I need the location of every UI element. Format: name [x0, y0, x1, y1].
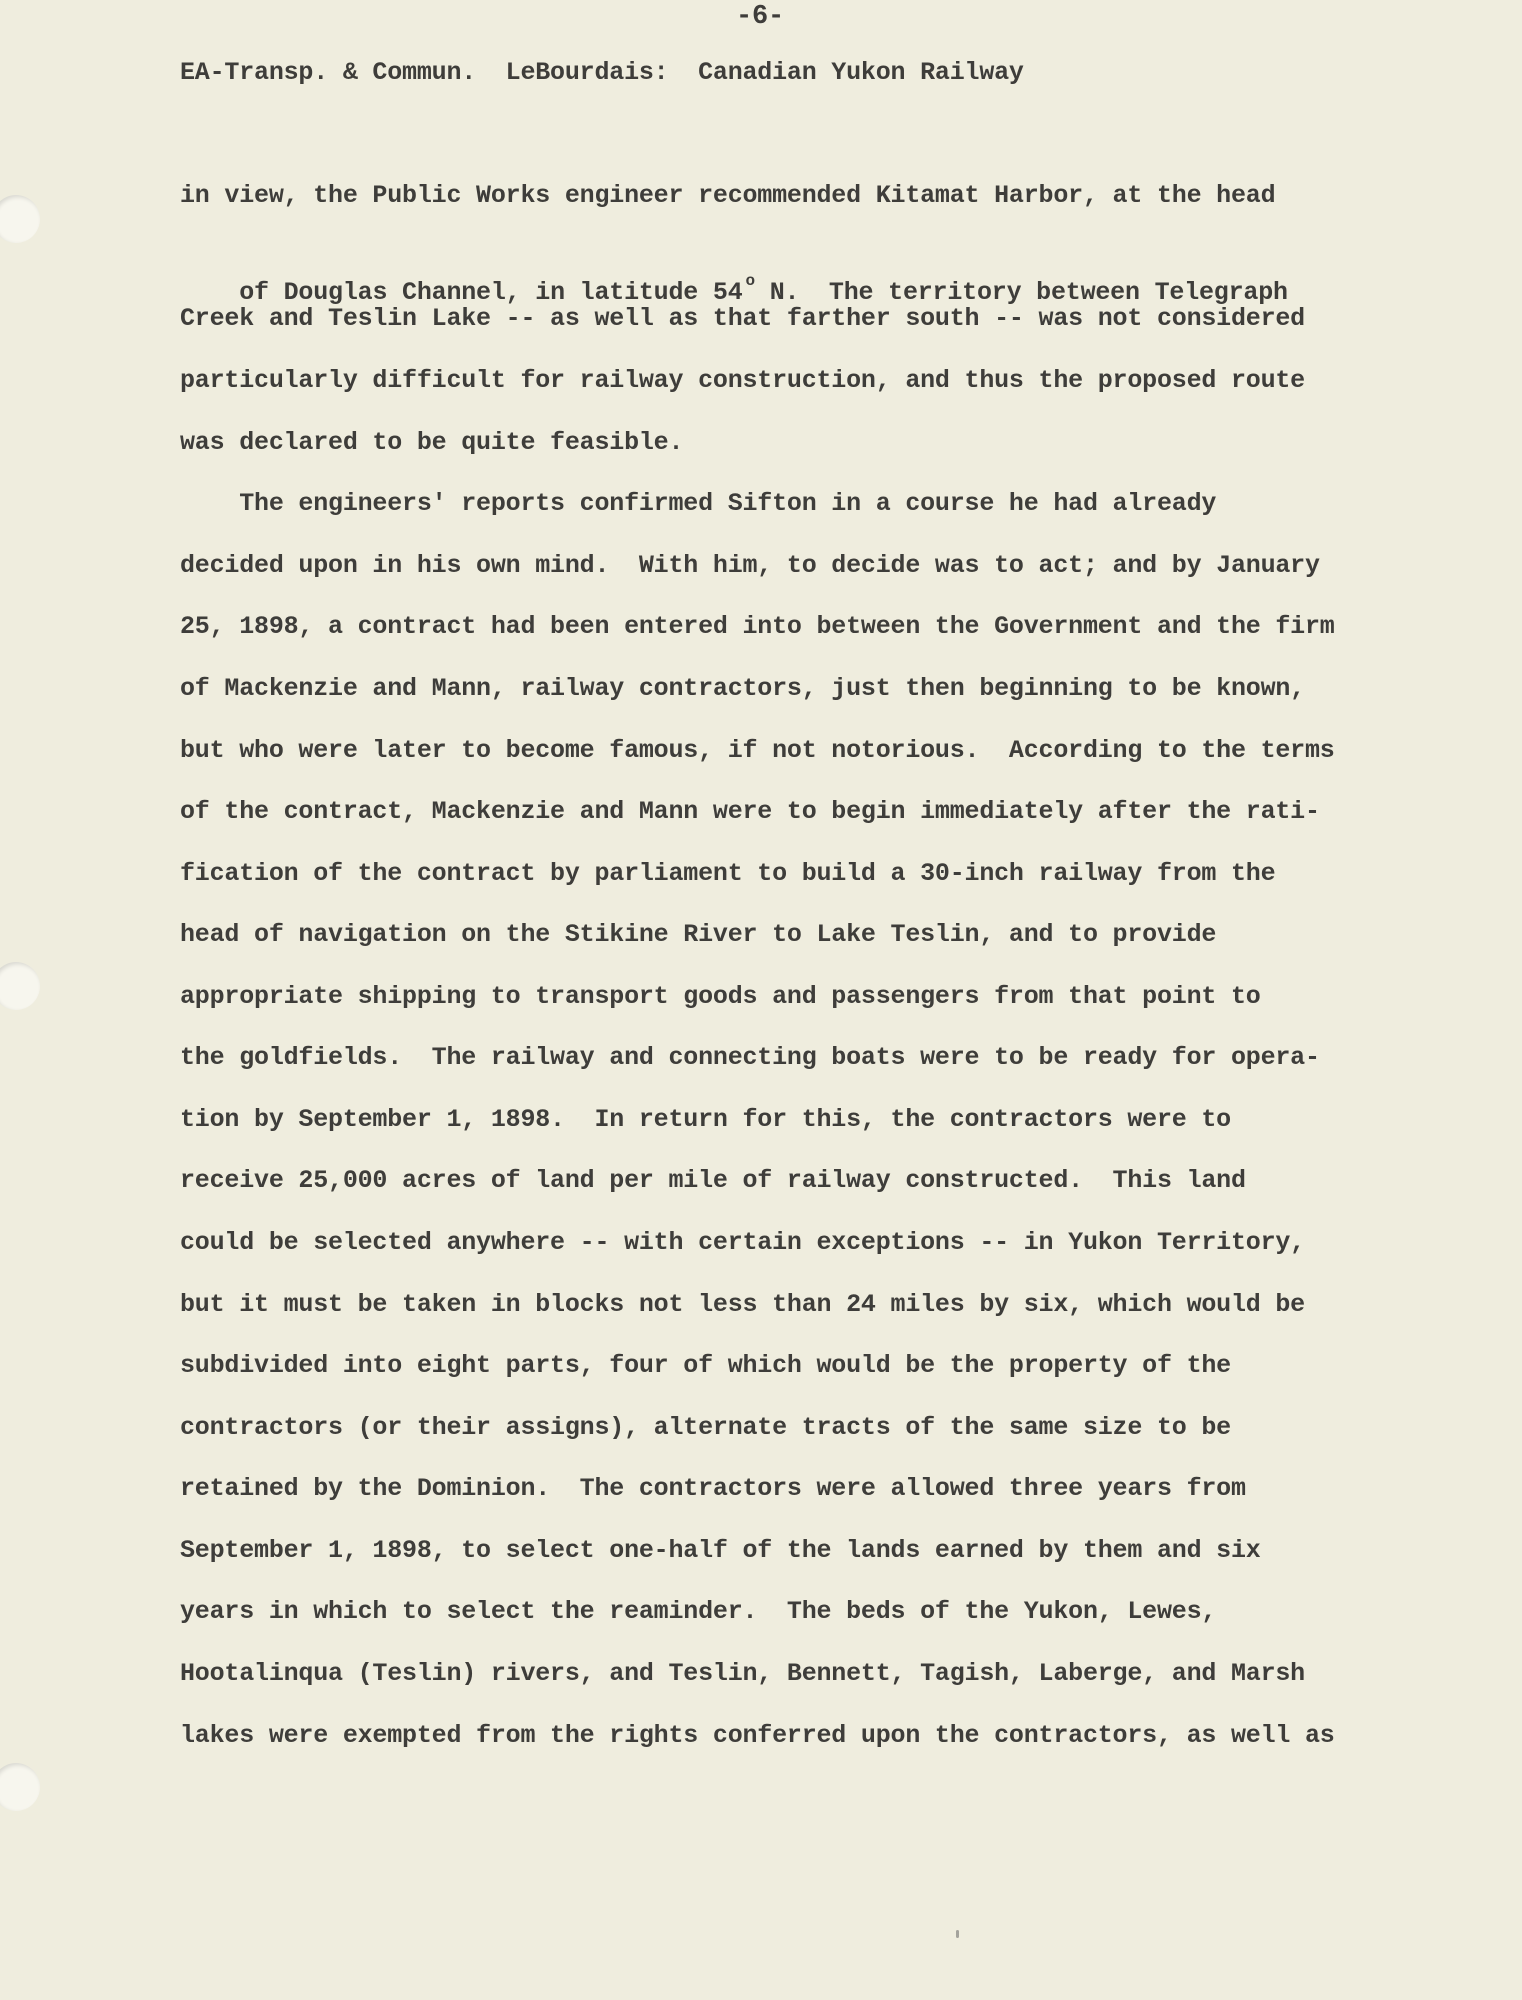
- body-line-4: particularly difficult for railway construction, and thus the proposed route: [180, 366, 1305, 395]
- body-line-15: the goldfields. The railway and connecting boats were to be ready for opera-: [180, 1043, 1320, 1072]
- page-number: -6-: [736, 2, 785, 32]
- body-line-6: The engineers' reports confirmed Sifton in a course he had already: [180, 489, 1217, 518]
- body-line-20: subdivided into eight parts, four of which would be the property of the: [180, 1351, 1231, 1380]
- body-line-25: Hootalinqua (Teslin) rivers, and Teslin, Bennett, Tagish, Laberge, and Marsh: [180, 1659, 1305, 1688]
- body-line-2-start: of Douglas Channel, in latitude 54: [239, 278, 743, 307]
- body-line-16: tion by September 1, 1898. In return for this, the contractors were to: [180, 1105, 1231, 1134]
- body-line-7: decided upon in his own mind. With him, to decide was to act; and by January: [180, 551, 1320, 580]
- body-line-23: September 1, 1898, to select one-half of the lands earned by them and six: [180, 1536, 1261, 1565]
- body-line-18: could be selected anywhere -- with certain exceptions -- in Yukon Territory,: [180, 1228, 1305, 1257]
- body-line-2-end: N. The territory between Telegraph: [754, 278, 1288, 307]
- body-line-26: lakes were exempted from the rights conferred upon the contractors, as well as: [180, 1721, 1335, 1750]
- body-line-19: but it must be taken in blocks not less than 24 miles by six, which would be: [180, 1290, 1305, 1319]
- body-line-3: Creek and Teslin Lake -- as well as that farther south -- was not considered: [180, 304, 1305, 333]
- paper-mark: [956, 1930, 959, 1938]
- body-line-9: of Mackenzie and Mann, railway contractors, just then beginning to be known,: [180, 674, 1305, 703]
- body-line-8: 25, 1898, a contract had been entered into between the Government and the firm: [180, 612, 1335, 641]
- punch-hole-middle: [0, 962, 40, 1010]
- body-line-5: was declared to be quite feasible.: [180, 428, 684, 457]
- body-line-21: contractors (or their assigns), alternate tracts of the same size to be: [180, 1413, 1231, 1442]
- degree-superscript: o: [745, 272, 755, 290]
- body-line-1: in view, the Public Works engineer recommended Kitamat Harbor, at the head: [180, 181, 1276, 210]
- body-line-12: fication of the contract by parliament to build a 30-inch railway from the: [180, 859, 1276, 888]
- body-line-13: head of navigation on the Stikine River to Lake Teslin, and to provide: [180, 920, 1217, 949]
- body-line-11: of the contract, Mackenzie and Mann were to begin immediately after the rati-: [180, 797, 1320, 826]
- punch-hole-bottom: [0, 1763, 40, 1811]
- punch-hole-top: [0, 195, 40, 243]
- running-head: EA-Transp. & Commun. LeBourdais: Canadian Yukon Railway: [180, 58, 1024, 87]
- body-line-17: receive 25,000 acres of land per mile of railway constructed. This land: [180, 1166, 1246, 1195]
- body-line-14: appropriate shipping to transport goods and passengers from that point to: [180, 982, 1261, 1011]
- body-line-10: but who were later to become famous, if not notorious. According to the terms: [180, 736, 1335, 765]
- body-line-22: retained by the Dominion. The contractors were allowed three years from: [180, 1474, 1246, 1503]
- body-line-24: years in which to select the reaminder. The beds of the Yukon, Lewes,: [180, 1597, 1217, 1626]
